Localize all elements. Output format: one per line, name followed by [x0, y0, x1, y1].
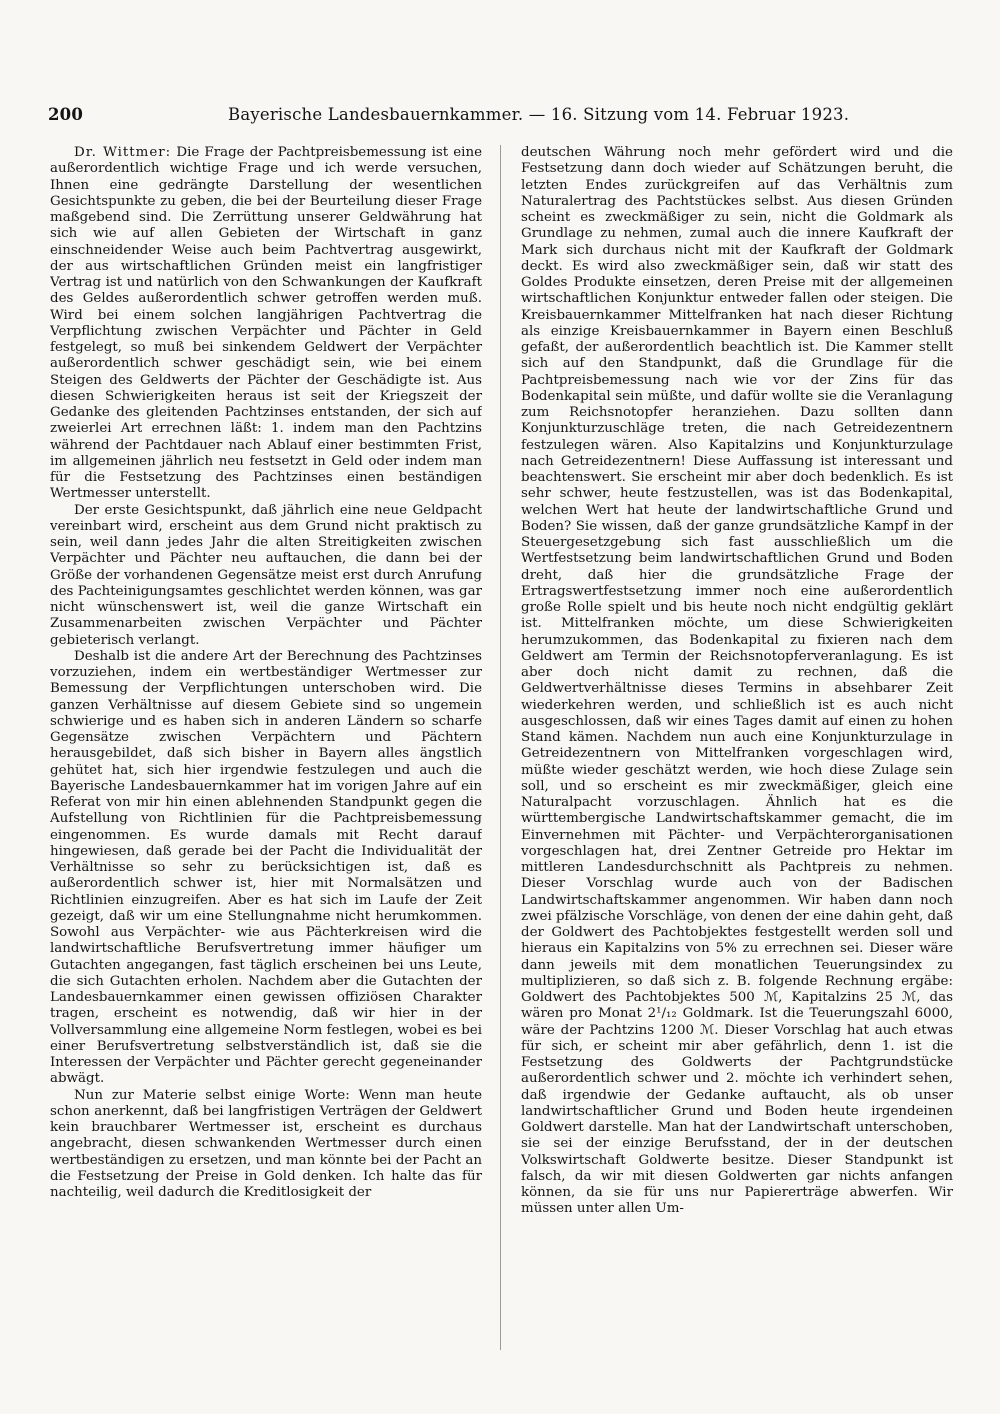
column-divider [500, 145, 501, 1350]
left-column [50, 145, 482, 1360]
right-column [521, 145, 953, 1360]
paragraph [50, 145, 482, 503]
page-number: 200 [48, 105, 84, 124]
running-title: Bayerische Landesbauernkammer. — 16. Sitzung vom 14. Februar 1923. [228, 105, 850, 124]
page-header [48, 105, 958, 129]
paragraph: Nun zur Materie selbst einige Worte: Wenn man heute schon anerkennt, daß bei langfristigen Verträgen der Geldwert kein brauchbarer Wertmesser ist, erscheint es durchaus angebracht, diesen schwankenden Wertmesser durch einen wertbeständigen zu ersetzen, und man könnte bei der Pacht an die Festsetzung der Preise in Gold denken. Ich halte das für nachteilig, weil dadurch die Kreditlosigkeit der [50, 1087, 482, 1200]
paragraph: Deshalb ist die andere Art der Berechnung des Pachtzinses vorzuziehen, indem ein wertbeständiger Wertmesser zur Bemessung der Verpflichtungen unterschoben wird. Die ganzen Verhältnisse auf diesem Gebiete sind so ungemein schwierige und es haben sich in anderen Ländern so scharfe Gegensätze zwischen Verpächtern und Pächtern herausgebildet, daß sich bisher in Bayern alles ängstlich gehütet hat, sich hier irgendwie festzulegen und auch die Bayerische Landesbauernkammer hat im vorigen Jahre auf ein Referat von mir hin einen ablehnenden Standpunkt gegen die Aufstellung von Richtlinien für die Pachtpreisbemessung eingenommen. Es wurde damals mit Recht darauf hingewiesen, daß gerade bei der Pacht die Individualität der Verhältnisse so sehr zu berücksichtigen ist, daß es außerordentlich schwer ist, hier mit Normalsätzen und Richtlinien einzugreifen. Aber es hat sich im Laufe der Zeit gezeigt, daß wir um eine Stellungnahme nicht herumkommen. Sowohl aus Verpächter- wie aus Pächterkreisen wird die landwirtschaftliche Berufsvertretung immer häufiger um Gutachten angegangen, fast täglich erscheinen bei uns Leute, die sich Gutachten erholen. Nachdem aber die Gutachten der Landesbauernkammer einen gewissen offiziösen Charakter tragen, erscheint es notwendig, daß wir hier in der Vollversammlung eine allgemeine Norm festlegen, wobei es bei einer Berufsvertretung selbstverständlich ist, daß sie die Interessen der Verpächter und Pächter gerecht gegeneinander abwägt. [50, 648, 482, 1087]
speaker-name: Dr. Wittmer: [74, 145, 172, 160]
paragraph: deutschen Währung noch mehr gefördert wird und die Festsetzung dann doch wieder auf Schätzungen beruht, die letzten Endes zurückgreifen auf das Verhältnis zum Naturalertrag des Pachtstückes selbst. Aus diesen Gründen scheint es zweckmäßiger zu sein, nicht die Goldmark als Grundlage zu nehmen, zumal auch die innere Kaufkraft der Mark sich durchaus nicht mit der Kaufkraft der Goldmark deckt. Es wird also zweckmäßiger sein, daß wir statt des Goldes Produkte einsetzen, deren Preise mit der allgemeinen wirtschaftlichen Konjunktur entweder fallen oder steigen. Die Kreisbauernkammer Mittelfranken hat nach dieser Richtung als einzige Kreisbauernkammer in Bayern einen Beschluß gefaßt, der außerordentlich beachtlich ist. Die Kammer stellt sich auf den Standpunkt, daß die Grundlage für die Pachtpreisbemessung nach wie vor der Zins für das Bodenkapital sein müßte, und dafür wollte sie die Veranlagung zum Reichsnotopfer heranziehen. Dazu sollten dann Konjunkturzuschläge treten, die nach Getreidezentnern festzulegen wären. Also Kapitalzins und Konjunkturzulage nach Getreidezentnern! Diese Auffassung ist interessant und beachtenswert. Sie erscheint mir aber doch bedenklich. Es ist sehr schwer, heute festzustellen, was ist das Bodenkapital, welchen Wert hat heute der landwirtschaftliche Grund und Boden? Sie wissen, daß der ganze grundsätzliche Kampf in der Steuergesetzgebung sich fast ausschließlich um die Wertfestsetzung beim landwirtschaftlichen Grund und Boden dreht, daß hier die grundsätzliche Frage der Ertragswertfestsetzung immer noch eine außerordentlich große Rolle spielt und bis heute noch nicht endgültig geklärt ist. Mittelfranken möchte, um diese Schwierigkeiten herumzukommen, das Bodenkapital zu fixieren nach dem Geldwert am Termin der Reichsnotopferveranlagung. Es ist aber doch nicht damit zu rechnen, daß die Geldwertverhältnisse dieses Termins in absehbarer Zeit wiederkehren werden, und schließlich ist es auch nicht ausgeschlossen, daß wir eines Tages damit auf einen zu hohen Stand kämen. Nachdem nun auch eine Konjunkturzulage in Getreidezentnern von Mittelfranken vorgeschlagen wird, müßte wieder geschätzt werden, wie hoch diese Zulage sein soll, und so erscheint es mir zweckmäßiger, gleich eine Naturalpacht vorzuschlagen. Ähnlich hat es die württembergische Landwirtschaftskammer gemacht, die im Einvernehmen mit Pächter- und Verpächterorganisationen vorgeschlagen hat, drei Zentner Getreide pro Hektar im mittleren Landesdurchschnitt als Pachtpreis zu nehmen. Dieser Vorschlag wurde auch von der Badischen Landwirtschaftskammer angenommen. Wir haben dann noch zwei pfälzische Vorschläge, von denen der eine dahin geht, daß der Goldwert des Pachtobjektes festgestellt werden soll und hieraus ein Kapitalzins von 5% zu errechnen sei. Dieser wäre dann jeweils mit dem monatlichen Teuerungsindex zu multiplizieren, so daß sich z. B. folgende Rechnung ergäbe: Goldwert des Pachtobjektes 500 ℳ, Kapitalzins 25 ℳ, das wären pro Monat 2¹/₁₂ Goldmark. Ist die Teuerungszahl 6000, wäre der Pachtzins 1200 ℳ. Dieser Vorschlag hat auch etwas für sich, er scheint mir aber gefährlich, denn 1. ist die Festsetzung des Goldwerts der Pachtgrundstücke außerordentlich schwer und 2. möchte ich verhindert sehen, daß irgendwie der Gedanke auftaucht, als ob unser landwirtschaftlicher Grund und Boden heute irgendeinen Goldwert darstelle. Man hat der Landwirtschaft unterschoben, sie sei der einzige Berufsstand, der in der deutschen Volkswirtschaft Goldwerte besitze. Dieser Standpunkt ist falsch, da wir mit diesen Goldwerten gar nichts anfangen können, da sie für uns nur Papiererträge abwerfen. Wir müssen unter allen Um- [521, 145, 953, 1217]
paragraph: Der erste Gesichtspunkt, daß jährlich eine neue Geldpacht vereinbart wird, erscheint aus dem Grund nicht praktisch zu sein, weil dann jedes Jahr die alten Streitigkeiten zwischen Verpächter und Pächter neu auftauchen, die dann bei der Größe der vorhandenen Gegensätze meist erst durch Anrufung des Pachteinigungsamtes geschlichtet werden können, was gar nicht wünschenswert ist, weil die ganze Wirtschaft ein Zusammenarbeiten zwischen Verpächter und Pächter gebieterisch verlangt. [50, 502, 482, 648]
paragraph-text: Die Frage der Pachtpreisbemessung ist eine außerordentlich wichtige Frage und ich werde versuchen, Ihnen eine gedrängte Darstellung der wesentlichen Gesichtspunkte zu geben, die bei der Beurteilung dieser Frage maßgebend sind. Die Zerrüttung unserer Geldwährung hat sich wie auf allen Gebieten der Wirtschaft in ganz einschneidender Weise auch beim Pachtvertrag ausgewirkt, der aus wirtschaftlichen Gründen meist ein langfristiger Vertrag ist und natürlich von den Schwankungen der Kaufkraft des Geldes außerordentlich schwer getroffen werden muß. Wird bei einem solchen langjährigen Pachtvertrag die Verpflichtung zwischen Verpächter und Pächter in Geld festgelegt, so muß bei sinkendem Geldwert der Verpächter außerordentlich schwer geschädigt sein, wie bei einem Steigen des Geldwerts der Pächter der Geschädigte ist. Aus diesen Schwierigkeiten heraus ist seit der Kriegszeit der Gedanke des gleitenden Pachtzinses entstanden, der sich auf zweierlei Art errechnen läßt: 1. indem man den Pachtzins während der Pachtdauer nach Ablauf einer bestimmten Frist, im allgemeinen jährlich neu festsetzt in Geld oder indem man für die Festsetzung des Pachtzinses einen beständigen Wertmesser unterstellt. [50, 145, 482, 502]
